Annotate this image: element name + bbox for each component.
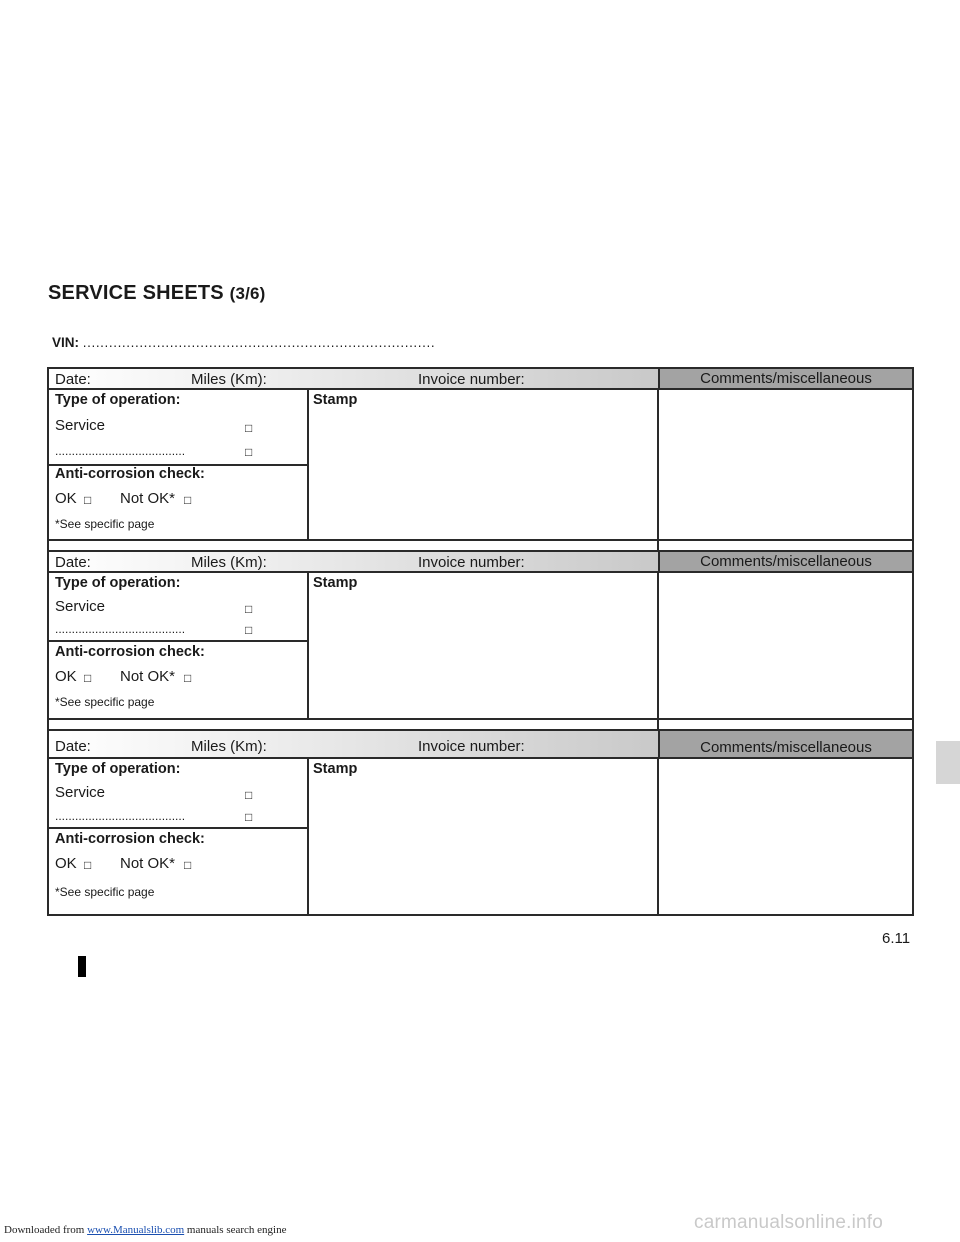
see-specific-page-note: *See specific page — [55, 885, 155, 899]
type-of-operation-label: Type of operation: — [55, 575, 181, 591]
type-of-operation-label: Type of operation: — [55, 392, 181, 408]
see-specific-page-note: *See specific page — [55, 517, 155, 531]
stamp-label: Stamp — [313, 575, 358, 591]
ok-checkbox[interactable]: □ — [84, 858, 92, 872]
vin-line: VIN: ................................................................................. — [52, 335, 436, 350]
ok-checkbox[interactable]: □ — [84, 493, 92, 507]
anti-corrosion-label: Anti-corrosion check: — [55, 644, 205, 660]
not-ok-checkbox[interactable]: □ — [184, 493, 192, 507]
manualslib-link[interactable]: www.Manualslib.com — [87, 1224, 185, 1236]
service-label: Service — [55, 417, 106, 434]
other-operation-field[interactable]: ....................................... — [55, 622, 186, 636]
sheet-header — [49, 731, 912, 759]
see-specific-page-note: *See specific page — [55, 695, 155, 709]
comments-label: Comments/miscellaneous — [658, 369, 912, 388]
ok-label: OK — [55, 668, 77, 685]
not-ok-label: Not OK* — [120, 490, 176, 507]
service-checkbox[interactable]: □ — [245, 421, 253, 435]
miles-label: Miles (Km): — [191, 554, 267, 571]
comments-label: Comments/miscellaneous — [658, 731, 912, 757]
section-tab-marker — [936, 741, 960, 784]
other-operation-field[interactable]: ....................................... — [55, 444, 186, 458]
miles-label: Miles (Km): — [191, 371, 267, 388]
comments-label: Comments/miscellaneous — [658, 552, 912, 571]
watermark: carmanualsonline.info — [694, 1212, 884, 1233]
not-ok-label: Not OK* — [120, 668, 176, 685]
service-sheet-2 — [47, 550, 914, 720]
ok-label: OK — [55, 490, 77, 507]
not-ok-checkbox[interactable]: □ — [184, 671, 192, 685]
date-label: Date: — [55, 738, 91, 755]
service-label: Service — [55, 598, 106, 615]
not-ok-label: Not OK* — [120, 855, 176, 872]
download-footer: Downloaded from www.Manualslib.com manuals search engine — [4, 1224, 287, 1236]
miles-label: Miles (Km): — [191, 738, 267, 755]
sheet-separator — [47, 720, 914, 729]
ok-label: OK — [55, 855, 77, 872]
sheet-header — [49, 369, 912, 390]
date-label: Date: — [55, 371, 91, 388]
invoice-label: Invoice number: — [418, 371, 525, 388]
other-checkbox[interactable]: □ — [245, 445, 253, 459]
invoice-label: Invoice number: — [418, 738, 525, 755]
invoice-label: Invoice number: — [418, 554, 525, 571]
service-checkbox[interactable]: □ — [245, 602, 253, 616]
stamp-label: Stamp — [313, 761, 358, 777]
page-number: 6.11 — [882, 930, 911, 947]
sheet-separator — [47, 541, 914, 550]
service-checkbox[interactable]: □ — [245, 788, 253, 802]
service-sheet-3 — [47, 729, 914, 916]
other-checkbox[interactable]: □ — [245, 623, 253, 637]
type-of-operation-label: Type of operation: — [55, 761, 181, 777]
anti-corrosion-label: Anti-corrosion check: — [55, 831, 205, 847]
sheet-header — [49, 552, 912, 573]
other-checkbox[interactable]: □ — [245, 810, 253, 824]
ok-checkbox[interactable]: □ — [84, 671, 92, 685]
service-label: Service — [55, 784, 106, 801]
date-label: Date: — [55, 554, 91, 571]
stamp-label: Stamp — [313, 392, 358, 408]
other-operation-field[interactable]: ....................................... — [55, 809, 186, 823]
print-mark — [78, 956, 86, 977]
not-ok-checkbox[interactable]: □ — [184, 858, 192, 872]
service-sheet-1 — [47, 367, 914, 541]
page-title: SERVICE SHEETS (3/6) — [48, 282, 266, 304]
anti-corrosion-label: Anti-corrosion check: — [55, 466, 205, 482]
